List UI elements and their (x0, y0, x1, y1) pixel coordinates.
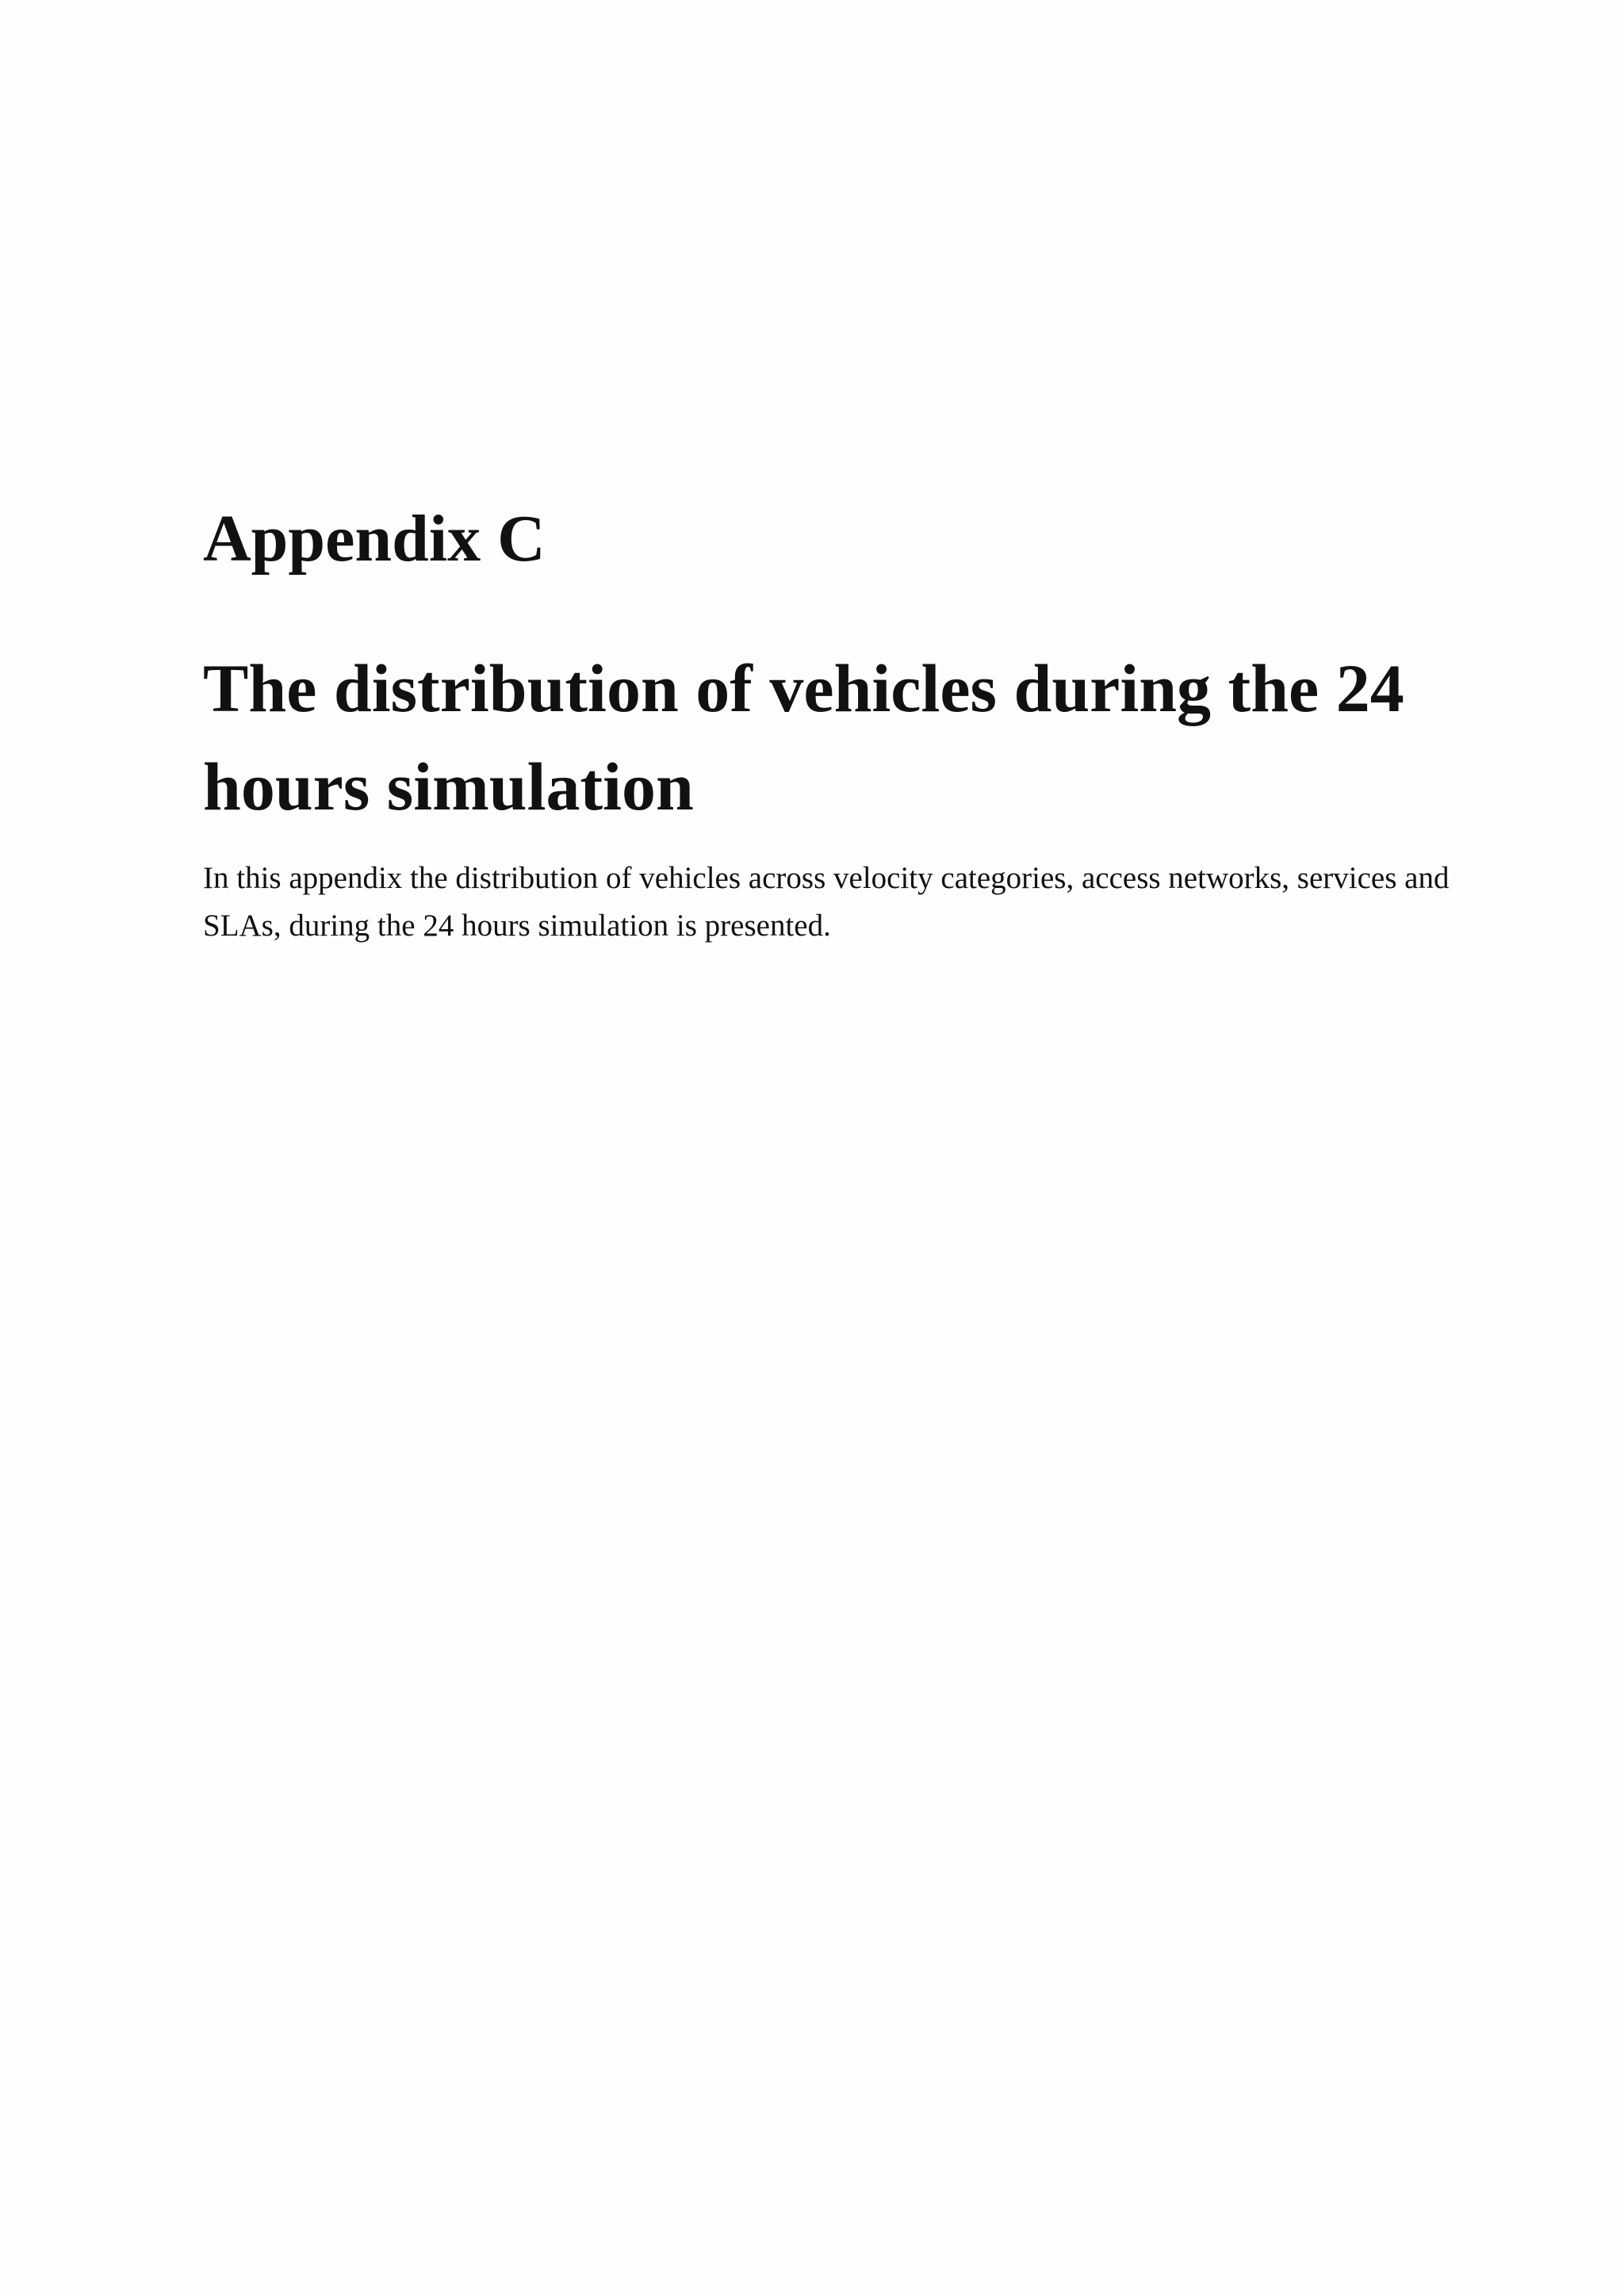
page-content (203, 492, 1450, 950)
chapter-title: The distribution of vehicles during the 24 hours simulation (203, 650, 1404, 825)
appendix-label: Appendix C (203, 502, 546, 576)
intro-paragraph: In this appendix the distribution of vehicles across velocity categories, access networks, services and SLAs, during the 24 hours simulation is presented. (203, 861, 1450, 943)
